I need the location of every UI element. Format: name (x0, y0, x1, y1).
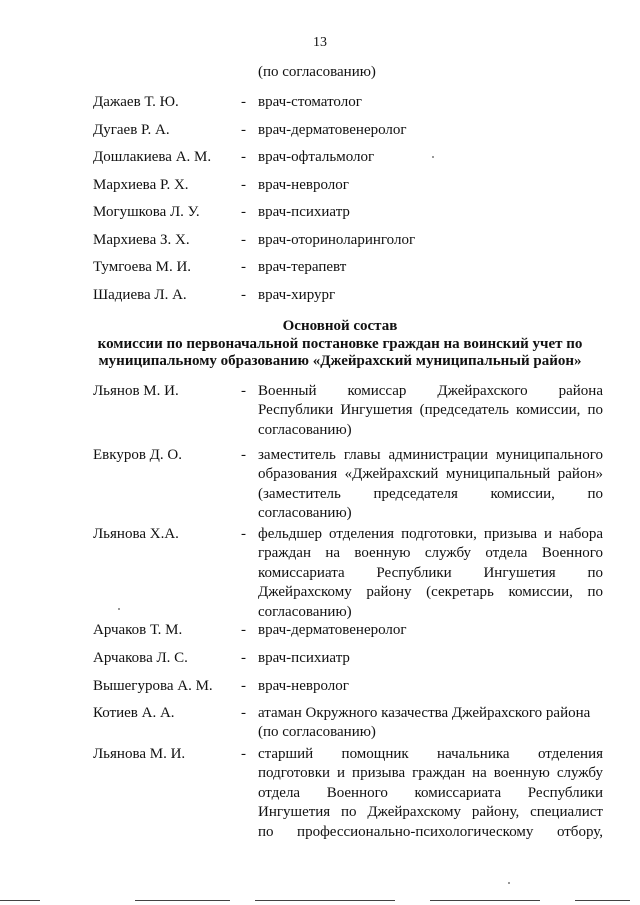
role-line: врач-дерматовенеролог (258, 622, 407, 638)
role-line: Республики Ингушетия (председатель комиссии, по (258, 402, 603, 419)
member-name: Льянова М. И. (93, 746, 186, 762)
scan-artifact (135, 900, 230, 901)
top-note: (по согласованию) (258, 64, 376, 80)
dash: - (241, 94, 246, 110)
scan-speck (118, 608, 120, 610)
heading-line: Основной состав (282, 318, 398, 334)
role-line: врач-психиатр (258, 650, 350, 666)
dash: - (241, 650, 246, 666)
role-line: (по согласованию) (258, 724, 376, 741)
member-role (258, 649, 603, 668)
member-role: врач-психиатр (258, 204, 350, 220)
member-name: Могушкова Л. У. (93, 204, 200, 220)
member-role: врач-терапевт (258, 259, 347, 275)
dash: - (241, 622, 246, 638)
member-role (258, 382, 603, 440)
dash: - (241, 383, 246, 399)
role-line: комиссариата Республики Ингушетия по (258, 564, 603, 581)
dash: - (241, 678, 246, 694)
member-role (258, 446, 603, 524)
dash: - (241, 176, 246, 193)
scan-artifact (575, 900, 630, 901)
commission-list-1 (93, 93, 603, 313)
role-line: заместитель главы администрации муниципального (258, 447, 603, 463)
dash: - (241, 121, 246, 138)
member-name: Арчаков Т. М. (93, 622, 183, 638)
member-name: Дошлакиева А. М. (93, 149, 212, 165)
heading-line: муниципальному образованию «Джейрахский муниципальный район» (98, 353, 582, 369)
role-line: согласованию) (258, 603, 352, 620)
section-heading (80, 318, 600, 371)
member-role (258, 621, 603, 640)
role-line: подготовки и призыва граждан на военную службу (258, 765, 603, 782)
member-role (258, 677, 603, 696)
dash: - (241, 149, 246, 165)
member-name: Льянова Х.А. (93, 526, 179, 542)
dash: - (241, 231, 246, 248)
scan-artifact (0, 900, 40, 901)
member-role: врач-невролог (258, 176, 349, 193)
list-item (93, 148, 603, 176)
member-name: Евкуров Д. О. (93, 447, 182, 463)
dash: - (241, 447, 246, 463)
member-name: Мархиева Р. Х. (93, 176, 189, 193)
role-line: граждан на военную службу отдела Военного (258, 545, 603, 562)
heading-line: комиссии по первоначальной постановке граждан на воинский учет по (97, 335, 583, 352)
role-line: Джейрахскому району (секретарь комиссии, по (258, 584, 603, 601)
role-line: согласованию) (258, 505, 352, 522)
role-line: (заместитель председателя комиссии, по (258, 485, 603, 502)
page-number: 13 (313, 35, 327, 50)
member-name: Тумгоева М. И. (93, 259, 192, 275)
role-line: образования «Джейрахский муниципальный район» (258, 466, 603, 483)
list-item (93, 121, 603, 149)
member-name: Дугаев Р. А. (93, 121, 170, 138)
role-line: согласованию) (258, 421, 352, 438)
role-line: Ингушетия по Джейрахскому району, специалист (258, 804, 603, 821)
scan-speck (508, 882, 510, 884)
scan-artifact (255, 900, 395, 901)
scan-artifact (430, 900, 540, 901)
scan-speck (432, 156, 434, 158)
list-item (93, 231, 603, 259)
member-name: Арчакова Л. С. (93, 650, 188, 666)
dash: - (241, 204, 246, 220)
member-name: Шадиева Л. А. (93, 286, 187, 303)
role-line: старший помощник начальника отделения (258, 746, 603, 762)
role-line: по профессионально-психологическому отбору, (258, 823, 603, 840)
member-role (258, 745, 603, 842)
member-role (258, 704, 603, 743)
list-item (93, 93, 603, 121)
member-name: Вышегурова А. М. (93, 678, 213, 694)
list-item (93, 258, 603, 286)
list-item (93, 176, 603, 204)
member-name: Мархиева З. Х. (93, 231, 190, 248)
member-role: врач-хирург (258, 286, 336, 303)
role-line: отдела Военного комиссариата Республики (258, 784, 603, 801)
member-role: врач-стоматолог (258, 94, 362, 110)
role-line: Военный комиссар Джейрахского района (258, 383, 603, 399)
dash: - (241, 705, 246, 721)
role-line: врач-невролог (258, 678, 349, 694)
list-item (93, 203, 603, 231)
dash: - (241, 746, 246, 762)
list-item (93, 286, 603, 314)
dash: - (241, 259, 246, 275)
member-role: врач-офтальмолог (258, 149, 375, 165)
member-name: Котиев А. А. (93, 705, 175, 721)
dash: - (241, 286, 246, 303)
member-role: врач-оториноларинголог (258, 231, 416, 248)
role-line: фельдшер отделения подготовки, призыва и набора (258, 526, 603, 542)
member-name: Льянов М. И. (93, 383, 179, 399)
role-line: атаман Окружного казачества Джейрахского района (258, 705, 591, 721)
member-role: врач-дерматовенеролог (258, 121, 407, 138)
member-name: Дажаев Т. Ю. (93, 94, 179, 110)
member-role (258, 525, 603, 622)
dash: - (241, 526, 246, 542)
